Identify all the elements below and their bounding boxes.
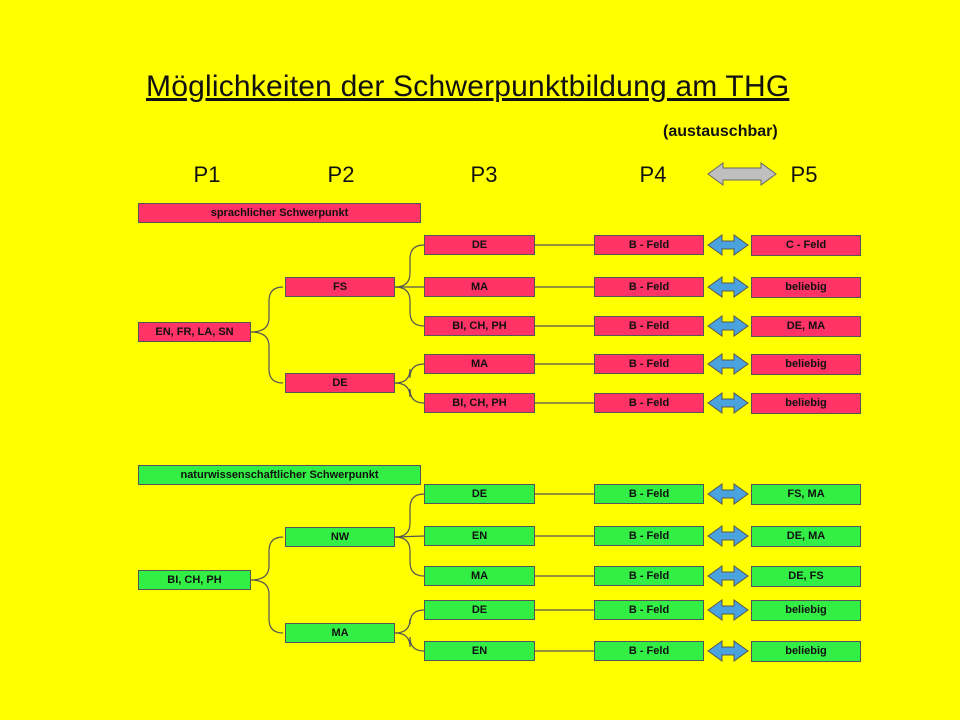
exchange-arrow-icon [708, 641, 748, 661]
exchange-arrow-icon [708, 316, 748, 336]
exchange-arrow-icon [708, 163, 776, 185]
section-banner: sprachlicher Schwerpunkt [138, 203, 421, 223]
exchange-arrow-icon [708, 484, 748, 504]
p5-box: DE, FS [751, 566, 861, 587]
p5-box: beliebig [751, 600, 861, 621]
p1-box: BI, CH, PH [138, 570, 251, 590]
p3-box: EN [424, 526, 535, 546]
p5-box: DE, MA [751, 526, 861, 547]
exchange-arrow-icon [708, 600, 748, 620]
p3-box: EN [424, 641, 535, 661]
p4-box: B - Feld [594, 566, 704, 586]
exchange-arrow-icon [708, 393, 748, 413]
p4-box: B - Feld [594, 354, 704, 374]
p5-box: beliebig [751, 393, 861, 414]
exchange-arrow-icon [708, 526, 748, 546]
p1-p2-connector [251, 537, 283, 633]
p2-p3-connector [395, 494, 424, 576]
p3-box: MA [424, 566, 535, 586]
p3-box: MA [424, 354, 535, 374]
subtitle: (austauschbar) [663, 123, 778, 140]
page-title: Möglichkeiten der Schwerpunktbildung am THG [146, 70, 790, 103]
p3-box: DE [424, 484, 535, 504]
exchange-arrow-icon [708, 354, 748, 374]
column-header-p3: P3 [470, 162, 498, 187]
p5-box: FS, MA [751, 484, 861, 505]
p3-box: BI, CH, PH [424, 316, 535, 336]
p5-box: beliebig [751, 354, 861, 375]
p2-box: MA [285, 623, 395, 643]
p3-box: DE [424, 600, 535, 620]
exchange-arrow-icon [708, 235, 748, 255]
column-header-p5: P5 [790, 162, 818, 187]
section-banner: naturwissenschaftlicher Schwerpunkt [138, 465, 421, 485]
p1-box: EN, FR, LA, SN [138, 322, 251, 342]
p4-box: B - Feld [594, 526, 704, 546]
p4-box: B - Feld [594, 393, 704, 413]
p4-box: B - Feld [594, 484, 704, 504]
p4-box: B - Feld [594, 316, 704, 336]
exchange-arrow-icon [708, 277, 748, 297]
column-header-p4: P4 [639, 162, 667, 187]
p4-box: B - Feld [594, 600, 704, 620]
p1-p2-connector [251, 287, 283, 383]
p2-box: DE [285, 373, 395, 393]
p2-p3-connector [395, 245, 424, 326]
p4-box: B - Feld [594, 277, 704, 297]
p3-box: DE [424, 235, 535, 255]
exchange-arrow-icon [708, 566, 748, 586]
column-header-p2: P2 [327, 162, 355, 187]
p5-box: C - Feld [751, 235, 861, 256]
p4-box: B - Feld [594, 641, 704, 661]
p5-box: beliebig [751, 641, 861, 662]
column-header-p1: P1 [193, 162, 221, 187]
p2-box: FS [285, 277, 395, 297]
p2-p3-connector [395, 610, 424, 651]
p2-box: NW [285, 527, 395, 547]
p5-box: beliebig [751, 277, 861, 298]
p4-box: B - Feld [594, 235, 704, 255]
p5-box: DE, MA [751, 316, 861, 337]
p2-p3-connector [395, 364, 424, 403]
p3-box: MA [424, 277, 535, 297]
p3-box: BI, CH, PH [424, 393, 535, 413]
